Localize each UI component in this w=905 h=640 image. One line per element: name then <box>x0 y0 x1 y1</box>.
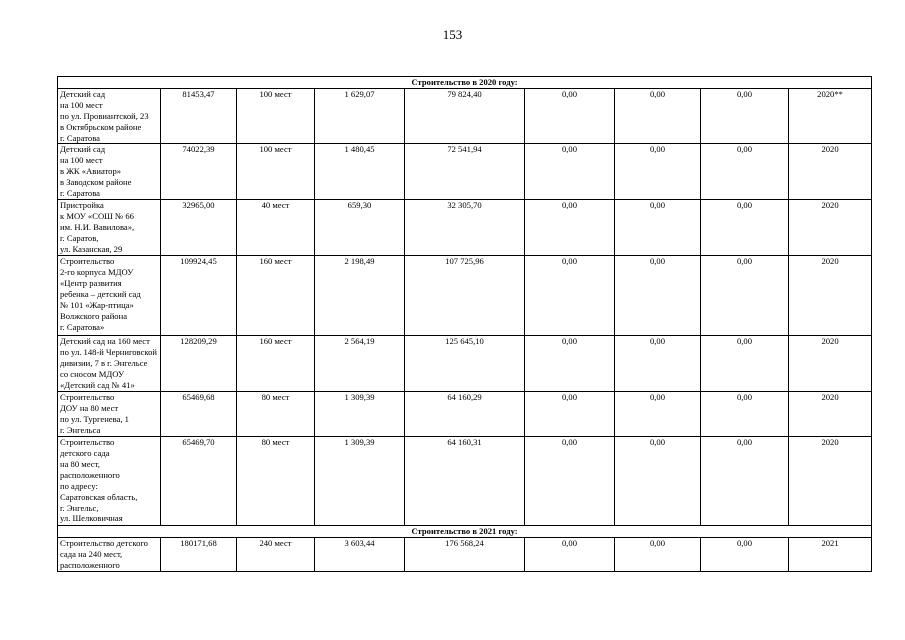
amount-cell-5: 0,00 <box>701 200 789 256</box>
amount-cell-1: 1 629,07 <box>315 88 405 144</box>
amount-cell-4: 0,00 <box>615 336 701 392</box>
amount-cell-3: 0,00 <box>525 437 615 526</box>
total-cost-cell: 65469,68 <box>161 392 237 437</box>
amount-cell-4: 0,00 <box>615 144 701 200</box>
amount-cell-5: 0,00 <box>701 144 789 200</box>
amount-cell-2: 64 160,29 <box>405 392 525 437</box>
total-cost-cell: 74022,39 <box>161 144 237 200</box>
amount-cell-5: 0,00 <box>701 256 789 336</box>
year-cell: 2020 <box>789 200 872 256</box>
object-name-cell: Строительство детского сада на 240 мест, расположенного <box>58 537 161 571</box>
section-title: Строительство в 2021 году: <box>58 526 872 538</box>
amount-cell-5: 0,00 <box>701 537 789 571</box>
amount-cell-4: 0,00 <box>615 392 701 437</box>
year-cell: 2021 <box>789 537 872 571</box>
amount-cell-1: 659,30 <box>315 200 405 256</box>
capacity-cell: 160 мест <box>237 256 315 336</box>
capacity-cell: 80 мест <box>237 437 315 526</box>
section-header-row <box>58 77 872 89</box>
amount-cell-1: 1 480,45 <box>315 144 405 200</box>
amount-cell-2: 176 568,24 <box>405 537 525 571</box>
table-row <box>58 437 872 526</box>
amount-cell-3: 0,00 <box>525 88 615 144</box>
amount-cell-4: 0,00 <box>615 200 701 256</box>
amount-cell-2: 64 160,31 <box>405 437 525 526</box>
amount-cell-3: 0,00 <box>525 256 615 336</box>
table-row <box>58 200 872 256</box>
amount-cell-4: 0,00 <box>615 88 701 144</box>
year-cell: 2020 <box>789 336 872 392</box>
object-name-cell: Детский сад на 100 мест по ул. Провиантской, 23 в Октябрьском районе г. Саратова <box>58 88 161 144</box>
amount-cell-1: 2 198,49 <box>315 256 405 336</box>
amount-cell-2: 107 725,96 <box>405 256 525 336</box>
amount-cell-3: 0,00 <box>525 537 615 571</box>
capacity-cell: 80 мест <box>237 392 315 437</box>
amount-cell-5: 0,00 <box>701 437 789 526</box>
object-name-cell: Детский сад на 160 мест по ул. 148-й Черниговской дивизии, 7 в г. Энгельсе со сносом МДОУ «Детский сад № 41» <box>58 336 161 392</box>
total-cost-cell: 81453,47 <box>161 88 237 144</box>
capacity-cell: 240 мест <box>237 537 315 571</box>
amount-cell-3: 0,00 <box>525 200 615 256</box>
amount-cell-1: 3 603,44 <box>315 537 405 571</box>
table-row <box>58 144 872 200</box>
amount-cell-5: 0,00 <box>701 88 789 144</box>
year-cell: 2020 <box>789 256 872 336</box>
amount-cell-3: 0,00 <box>525 392 615 437</box>
amount-cell-2: 125 645,10 <box>405 336 525 392</box>
year-cell: 2020 <box>789 437 872 526</box>
amount-cell-1: 1 309,39 <box>315 437 405 526</box>
total-cost-cell: 32965,00 <box>161 200 237 256</box>
amount-cell-2: 72 541,94 <box>405 144 525 200</box>
total-cost-cell: 128209,29 <box>161 336 237 392</box>
table-row <box>58 392 872 437</box>
section-header-row <box>58 526 872 538</box>
object-name-cell: Детский сад на 100 мест в ЖК «Авиатор» в Заводском районе г. Саратова <box>58 144 161 200</box>
table-row <box>58 537 872 571</box>
total-cost-cell: 180171,68 <box>161 537 237 571</box>
capacity-cell: 40 мест <box>237 200 315 256</box>
amount-cell-4: 0,00 <box>615 437 701 526</box>
amount-cell-2: 79 824,40 <box>405 88 525 144</box>
amount-cell-5: 0,00 <box>701 336 789 392</box>
construction-table <box>57 76 872 572</box>
table-row <box>58 336 872 392</box>
capacity-cell: 100 мест <box>237 88 315 144</box>
object-name-cell: Строительство детского сада на 80 мест, расположенного по адресу: Саратовская область, г. Энгельс, ул. Шелковичная <box>58 437 161 526</box>
amount-cell-1: 2 564,19 <box>315 336 405 392</box>
table-body <box>58 77 872 572</box>
year-cell: 2020 <box>789 392 872 437</box>
amount-cell-4: 0,00 <box>615 537 701 571</box>
object-name-cell: Пристройка к МОУ «СОШ № 66 им. Н.И. Вавилова», г. Саратов, ул. Казанская, 29 <box>58 200 161 256</box>
amount-cell-4: 0,00 <box>615 256 701 336</box>
page-number: 153 <box>442 27 463 42</box>
total-cost-cell: 65469,70 <box>161 437 237 526</box>
year-cell: 2020 <box>789 144 872 200</box>
amount-cell-1: 1 309,39 <box>315 392 405 437</box>
total-cost-cell: 109924,45 <box>161 256 237 336</box>
amount-cell-2: 32 305,70 <box>405 200 525 256</box>
capacity-cell: 100 мест <box>237 144 315 200</box>
table-row <box>58 88 872 144</box>
amount-cell-5: 0,00 <box>701 392 789 437</box>
table-row <box>58 256 872 336</box>
object-name-cell: Строительство ДОУ на 80 мест по ул. Тургенева, 1 г. Энгельса <box>58 392 161 437</box>
section-title: Строительство в 2020 году: <box>58 77 872 89</box>
amount-cell-3: 0,00 <box>525 336 615 392</box>
capacity-cell: 160 мест <box>237 336 315 392</box>
year-cell: 2020** <box>789 88 872 144</box>
object-name-cell: Строительство 2-го корпуса МДОУ «Центр развития ребенка – детский сад № 101 «Жар-птица» Волжского района г. Саратова» <box>58 256 161 336</box>
amount-cell-3: 0,00 <box>525 144 615 200</box>
